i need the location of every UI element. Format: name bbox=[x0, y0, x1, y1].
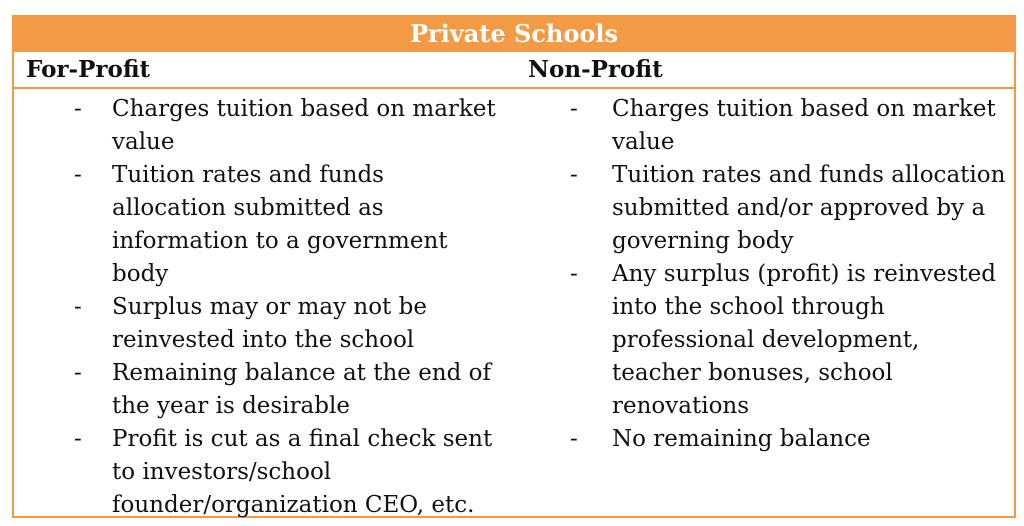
non-profit-list bbox=[514, 89, 1014, 456]
table-body bbox=[14, 89, 1014, 522]
column-headers bbox=[14, 52, 1014, 89]
dash-bullet-icon: - bbox=[570, 96, 578, 122]
for-profit-column bbox=[14, 89, 514, 522]
non-profit-column bbox=[514, 89, 1014, 522]
dash-bullet-icon: - bbox=[74, 426, 82, 452]
list-item bbox=[514, 258, 1014, 423]
list-item bbox=[514, 93, 1014, 159]
list-item bbox=[514, 423, 1014, 456]
header-non-profit: Non-Profit bbox=[528, 56, 663, 83]
for-profit-list bbox=[14, 89, 514, 522]
list-item bbox=[14, 357, 514, 423]
dash-bullet-icon: - bbox=[74, 294, 82, 320]
list-item-text: Profit is cut as a final check sent to investors/school founder/organization CEO, etc. bbox=[112, 426, 493, 518]
list-item bbox=[14, 423, 514, 522]
list-item bbox=[14, 291, 514, 357]
dash-bullet-icon: - bbox=[570, 426, 578, 452]
list-item bbox=[514, 159, 1014, 258]
list-item-text: Surplus may or may not be reinvested into the school bbox=[112, 294, 427, 353]
list-item-text: No remaining balance bbox=[612, 426, 871, 452]
list-item-text: Tuition rates and funds allocation submitted as information to a government body bbox=[112, 162, 448, 287]
dash-bullet-icon: - bbox=[74, 360, 82, 386]
list-item-text: Tuition rates and funds allocation submitted and/or approved by a governing body bbox=[612, 162, 1006, 254]
list-item bbox=[14, 159, 514, 291]
dash-bullet-icon: - bbox=[570, 162, 578, 188]
list-item-text: Charges tuition based on market value bbox=[612, 96, 996, 155]
list-item bbox=[14, 93, 514, 159]
header-for-profit: For-Profit bbox=[26, 56, 151, 83]
table-title: Private Schools bbox=[14, 17, 1014, 52]
list-item-text: Any surplus (profit) is reinvested into the school through professional development, teacher bonuses, school renovations bbox=[612, 261, 996, 419]
dash-bullet-icon: - bbox=[74, 162, 82, 188]
private-schools-table bbox=[12, 15, 1016, 518]
dash-bullet-icon: - bbox=[74, 96, 82, 122]
list-item-text: Remaining balance at the end of the year is desirable bbox=[112, 360, 492, 419]
list-item-text: Charges tuition based on market value bbox=[112, 96, 496, 155]
dash-bullet-icon: - bbox=[570, 261, 578, 287]
